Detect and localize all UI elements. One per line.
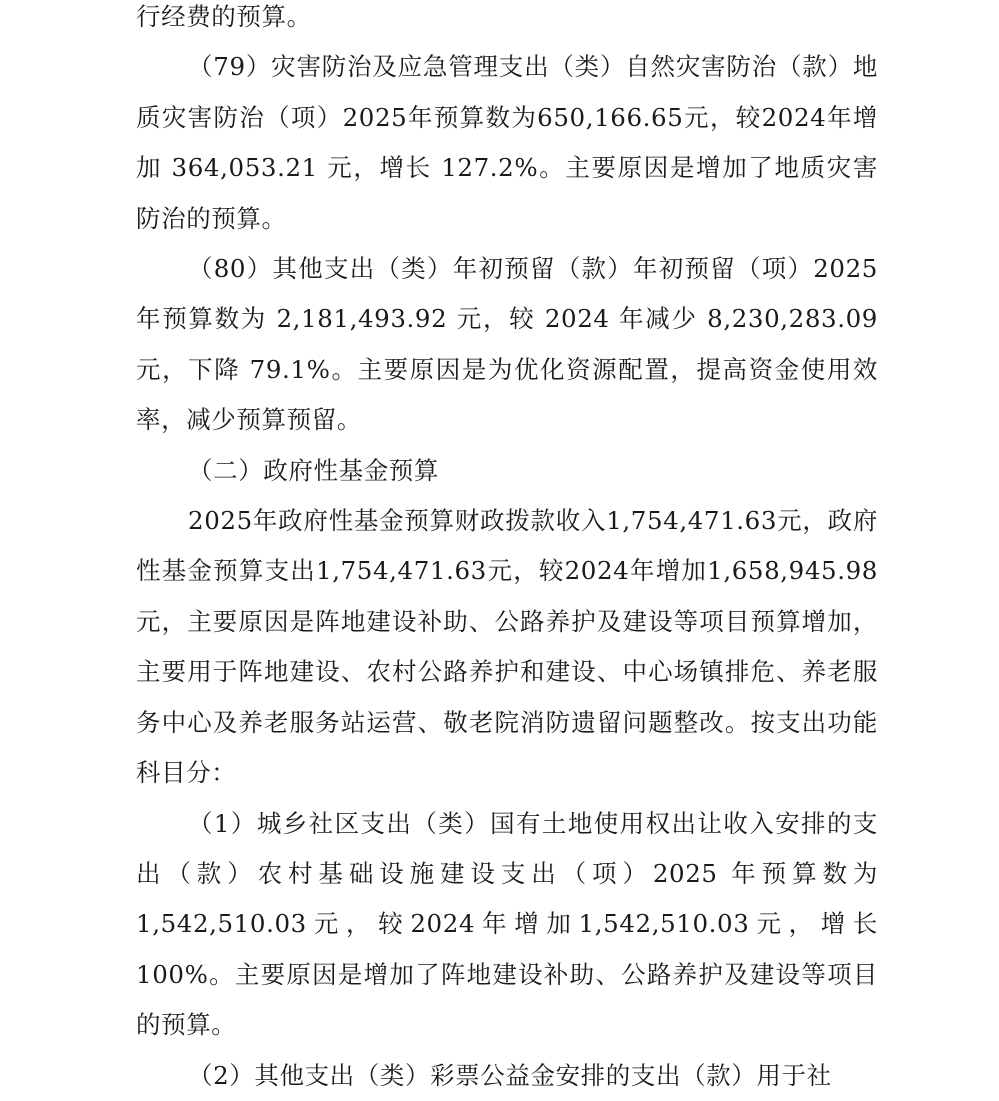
document-body — [136, 0, 878, 1101]
paragraph-fund-item-1: （1）城乡社区支出（类）国有土地使用权出让收入安排的支出（款）农村基础设施建设支出（项）2025 年预算数为1,542,510.03元，较2024年增加1,542,510.03元，增长100%。主要原因是增加了阵地建设补助、公路养护及建设等项目的预算。 — [136, 808, 878, 1040]
section-heading-government-fund: （二）政府性基金预算 — [188, 455, 439, 485]
paragraph-item-80: （80）其他支出（类）年初预留（款）年初预留（项）2025 年预算数为 2,181,493.92 元，较 2024 年减少 8,230,283.09元，下降 79.1%。主要原因是为优化资源配置，提高资金使用效率，减少预算预留。 — [136, 254, 878, 435]
paragraph-continuation: 行经费的预算。 — [136, 2, 312, 31]
paragraph-fund-item-2: （2）其他支出（类）彩票公益金安排的支出（款）用于社 — [188, 1060, 832, 1090]
paragraph-item-79: （79）灾害防治及应急管理支出（类）自然灾害防治（款）地质灾害防治（项）2025年预算数为650,166.65元，较2024年增加 364,053.21 元，增长 127.2%。主要原因是增加了地质灾害防治的预算。 — [136, 52, 878, 233]
paragraph-fund-summary: 2025年政府性基金预算财政拨款收入1,754,471.63元，政府性基金预算支出1,754,471.63元，较2024年增加1,658,945.98元，主要原因是阵地建设补助、公路养护及建设等项目预算增加，主要用于阵地建设、农村公路养护和建设、中心场镇排危、养老服务中心及养老服务站运营、敬老院消防遗留问题整改。按支出功能科目分： — [136, 506, 878, 788]
